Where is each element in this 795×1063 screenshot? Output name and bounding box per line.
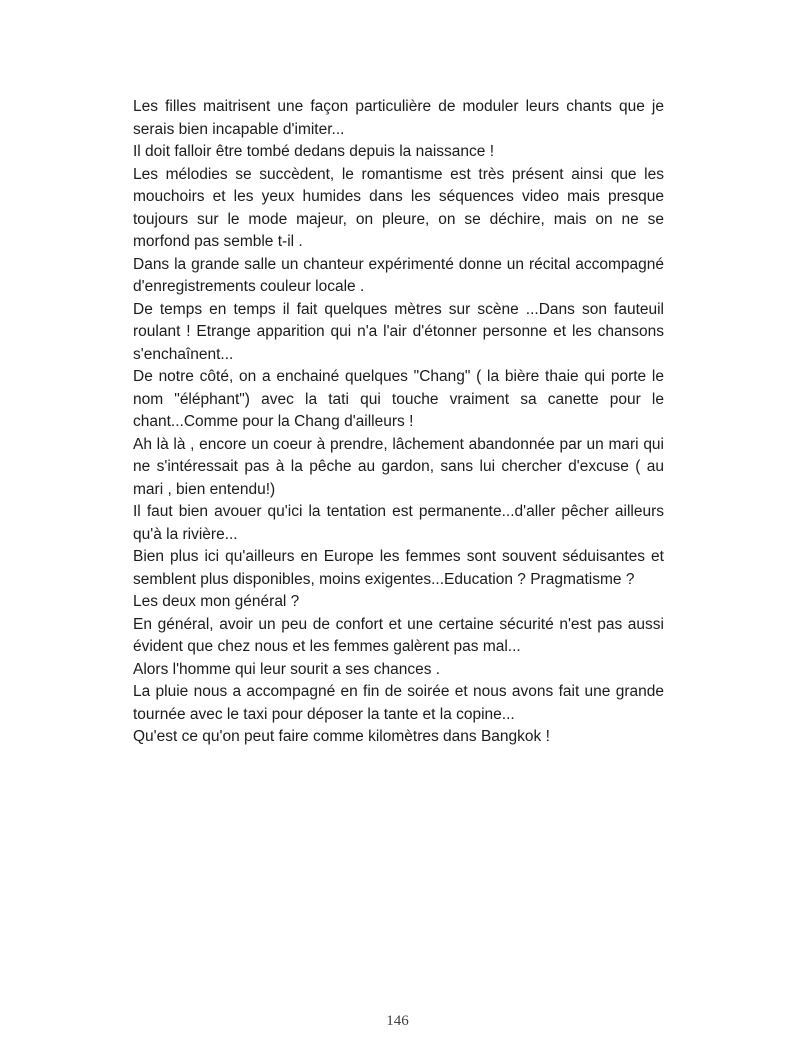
page-number: 146 [386, 1013, 409, 1029]
paragraph: Ah là là , encore un coeur à prendre, lâchement abandonnée par un mari qui ne s'intéressait pas à la pêche au gardon, sans lui chercher d'excuse ( au mari , bien entendu!) [133, 435, 664, 498]
paragraph: Les mélodies se succèdent, le romantisme est très présent ainsi que les mouchoirs et les yeux humides dans les séquences video mais presque toujours sur le mode majeur, on pleure, on se déchire, mais on ne se morfond pas semble t-il . [133, 165, 664, 250]
paragraph: Alors l'homme qui leur sourit a ses chances . [133, 660, 441, 678]
paragraph: De notre côté, on a enchainé quelques "Chang" ( la bière thaie qui porte le nom "éléphant") avec la tati qui touche vraiment sa canette pour le chant...Comme pour la Chang d'ailleurs ! [133, 368, 664, 430]
paragraph: La pluie nous a accompagné en fin de soirée et nous avons fait une grande tournée avec le taxi pour déposer la tante et la copine... [133, 683, 664, 723]
paragraph: Les deux mon général ? [133, 593, 300, 610]
paragraph: Qu'est ce qu'on peut faire comme kilomètres dans Bangkok ! [133, 728, 550, 745]
paragraph: Il faut bien avouer qu'ici la tentation est permanente...d'aller pêcher ailleurs qu'à la rivière... [133, 503, 664, 543]
paragraph: Bien plus ici qu'ailleurs en Europe les femmes sont souvent séduisantes et semblent plus disponibles, moins exigentes...Education ? Pragmatisme ? [133, 548, 664, 588]
body-text [133, 96, 664, 749]
paragraph: Dans la grande salle un chanteur expérimenté donne un récital accompagné d'enregistrements couleur locale . [133, 255, 664, 295]
paragraph: En général, avoir un peu de confort et une certaine sécurité n'est pas aussi évident que chez nous et les femmes galèrent pas mal... [133, 615, 664, 655]
paragraph: De temps en temps il fait quelques mètres sur scène ...Dans son fauteuil roulant ! Etrange apparition qui n'a l'air d'étonner personne et les chansons s'enchaînent... [133, 300, 664, 363]
paragraph: Les filles maitrisent une façon particulière de moduler leurs chants que je serais bien incapable d'imiter... [133, 98, 664, 138]
paragraph: Il doit falloir être tombé dedans depuis la naissance ! [133, 143, 495, 160]
